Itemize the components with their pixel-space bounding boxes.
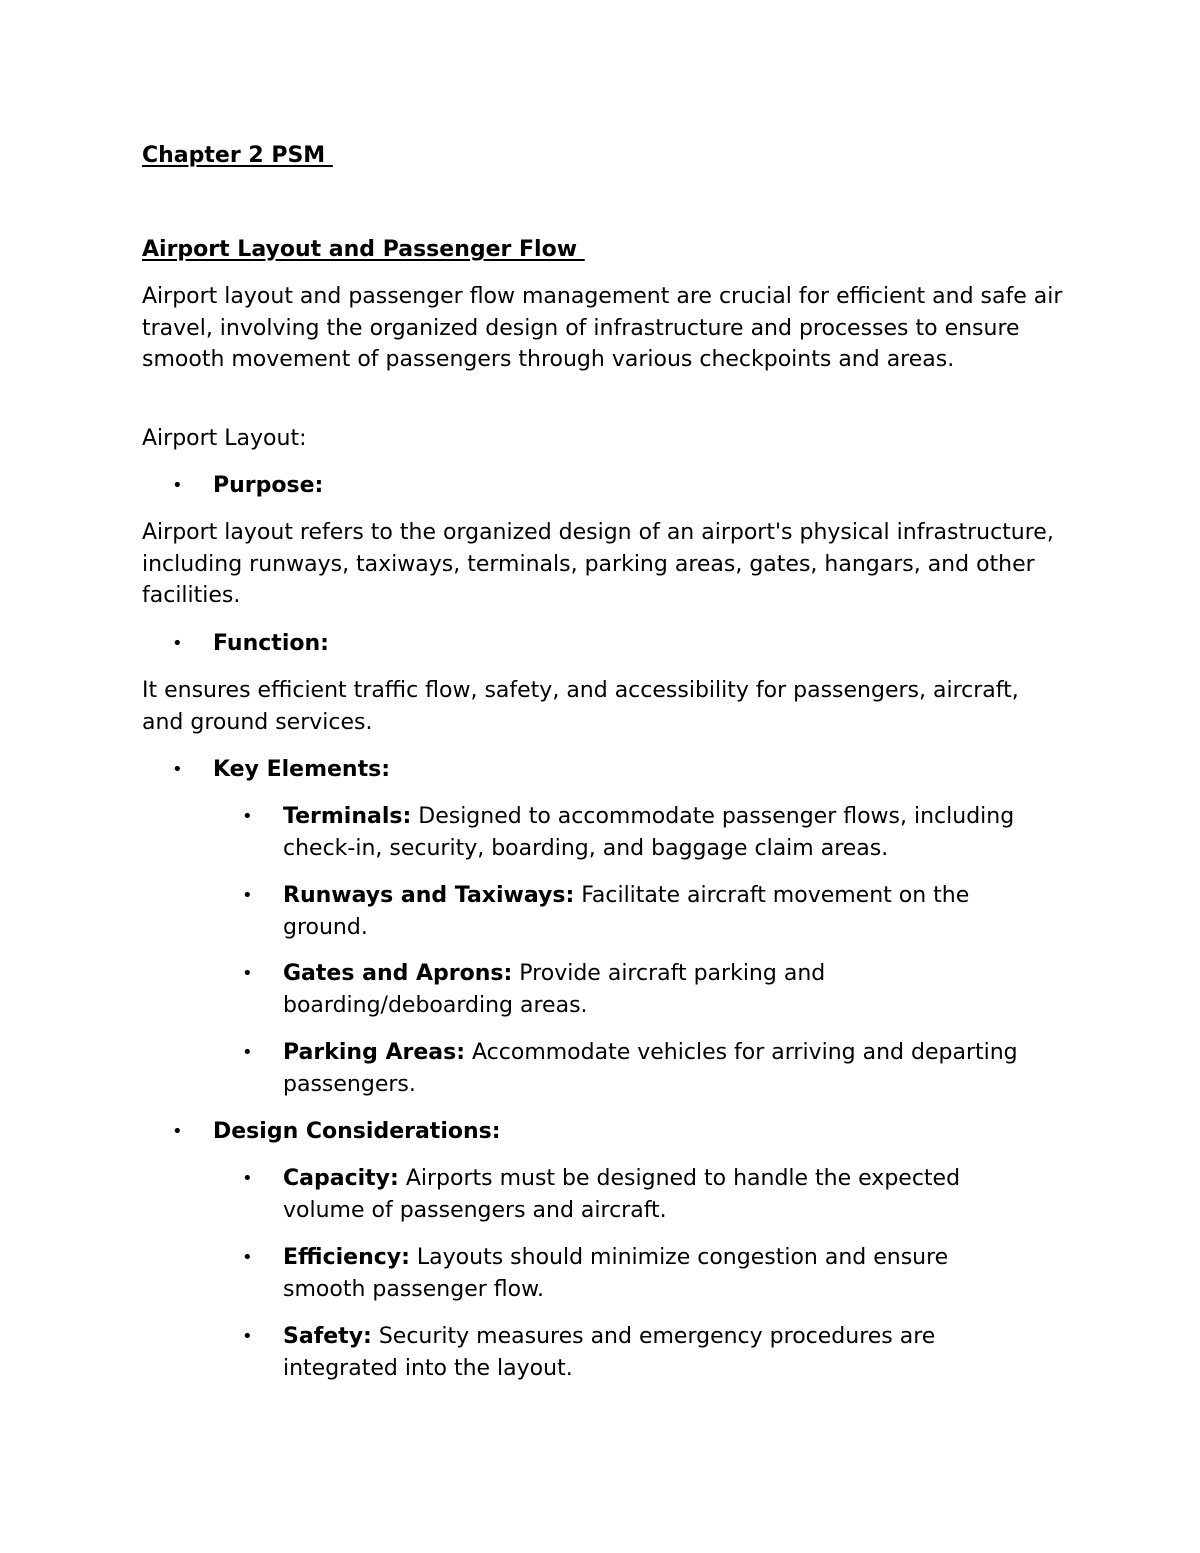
list-item-function [172, 628, 1062, 660]
desc-terminals: Designed to accommodate passenger flows, including check-in, security, boarding, and baggage claim areas. [283, 804, 1015, 861]
bullet-icon: • [242, 1042, 253, 1063]
list-item-purpose [172, 470, 1062, 502]
design-considerations-label: Design Considerations: [213, 1119, 501, 1144]
subheading-airport-layout: Airport Layout: [142, 426, 307, 451]
term-efficiency: Efficiency: [283, 1245, 410, 1270]
bullet-icon: • [172, 1121, 183, 1142]
bullet-icon: • [242, 1247, 253, 1268]
bullet-icon: • [172, 633, 183, 654]
purpose-paragraph: Airport layout refers to the organized design of an airport's physical infrastructure, including runways, taxiways, terminals, parking areas, gates, hangars, and other facilities. [142, 520, 1054, 608]
list-item-parking [242, 1037, 1032, 1100]
term-runways: Runways and Taxiways: [283, 883, 575, 908]
key-elements-label: Key Elements: [213, 757, 390, 782]
list-item-safety [242, 1321, 1032, 1384]
list-item-runways [242, 880, 1032, 943]
list-item-efficiency [242, 1242, 1032, 1305]
desc-runways: Facilitate aircraft movement on the ground. [283, 883, 970, 940]
term-terminals: Terminals: [283, 804, 412, 829]
term-safety: Safety: [283, 1324, 372, 1349]
intro-paragraph: Airport layout and passenger flow management are crucial for efficient and safe air travel, involving the organized design of infrastructure and processes to ensure smooth movement of passengers through various checkpoints and areas. [142, 284, 1063, 372]
term-gates: Gates and Aprons: [283, 961, 513, 986]
list-item-terminals [242, 801, 1032, 864]
list-item-design-considerations [172, 1116, 1062, 1148]
term-capacity: Capacity: [283, 1166, 399, 1191]
desc-capacity: Airports must be designed to handle the expected volume of passengers and aircraft. [283, 1166, 961, 1223]
function-paragraph: It ensures efficient traffic flow, safety, and accessibility for passengers, aircraft, and ground services. [142, 678, 1019, 735]
bullet-icon: • [172, 475, 183, 496]
bullet-icon: • [172, 759, 183, 780]
document-title: Chapter 2 PSM [142, 143, 333, 168]
bullet-icon: • [242, 963, 253, 984]
desc-gates: Provide aircraft parking and boarding/deboarding areas. [283, 961, 826, 1018]
bullet-icon: • [242, 1168, 253, 1189]
function-label: Function: [213, 631, 329, 656]
bullet-icon: • [242, 885, 253, 906]
bullet-icon: • [242, 1326, 253, 1347]
desc-safety: Security measures and emergency procedures are integrated into the layout. [283, 1324, 936, 1381]
list-item-capacity [242, 1163, 1032, 1226]
purpose-label: Purpose: [213, 473, 324, 498]
list-item-gates [242, 958, 1032, 1021]
term-parking: Parking Areas: [283, 1040, 466, 1065]
desc-parking: Accommodate vehicles for arriving and departing passengers. [283, 1040, 1018, 1097]
bullet-icon: • [242, 806, 253, 827]
desc-efficiency: Layouts should minimize congestion and ensure smooth passenger flow. [283, 1245, 949, 1302]
section-heading: Airport Layout and Passenger Flow [142, 237, 585, 262]
list-item-key-elements [172, 754, 1062, 786]
